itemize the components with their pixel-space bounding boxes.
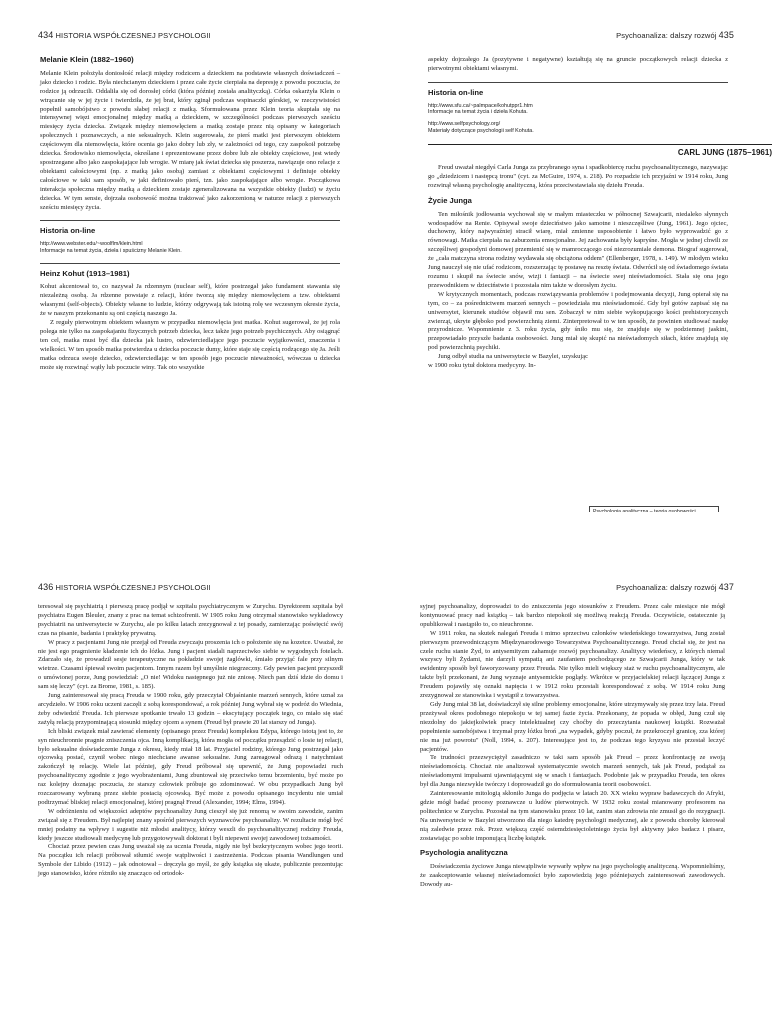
text-column: [420, 603, 725, 890]
section-heading-klein: Melanie Klein (1882–1960): [40, 55, 134, 64]
divider: [40, 220, 340, 221]
page-435: [384, 0, 772, 512]
paragraph: aspekty dojrzałego Ja (pozytywne i negatywne) kształtują się na gruncie początkowych relacji dziecka z pierwotnymi obiektami własnymi.: [428, 56, 728, 72]
page-436: [0, 512, 384, 1024]
chapter-band-title: CARL JUNG (1875–1961): [428, 144, 772, 158]
running-head-title: Psychoanaliza: dalszy rozwój: [616, 583, 717, 592]
paragraph: Jung odbył studia na uniwersytecie w Bazylei, uzyskując w 1900 roku tytuł doktora medycyny. In-: [428, 353, 588, 370]
running-head-title: HISTORIA WSPÓŁCZESNEJ PSYCHOLOGII: [55, 583, 211, 592]
running-head: [616, 30, 734, 40]
paragraph: Te trudności przezwyciężył zasadniczo w taki sam sposób jak Freud – przez konfrontację ze swoją nieświadomością. Chociaż nie analizował systematycznie swoich marzeń sennych, tak jak Freud, podążał za nieświadomymi impulsami ujawniającymi się w snach i fantazjach. Podobnie jak w przypadku Freuda, ten okres był dla Junga niezwykle twórczy i doprowadził go do sformułowania teorii osobowości.: [420, 754, 725, 789]
paragraph: Melanie Klein położyła doniosłość relacji między rodzicem a dzieckiem na podstawie własnych doświadczeń – jako dziecko i rodzic. Była niechcianym dzieckiem i przez całe życie cierpiała na depresję z powodu poczucia, że rodzice ją odrzucili. Oddaliła się od dorosłej córki (która później została analityczką). Córka oskarżyła Klein o wtrącanie się w jej życie i twierdziła, że jej brat, który zginął podczas wspinaczki górskiej, w rzeczywistości popełnił samobójstwo z powodu słabej relacji z matką. Sformułowana przez Klein teoria skupiała się na intensywnej więzi emocjonalnej między matką a dzieckiem, w szczególności podczas pierwszych sześciu miesięcy życia dziecka. Związek między niemowlęciem a matką zostaje przez nią opisany w kategoriach społecznych i poznawczych, a nie seksualnych. Klein sugerowała, że pierś matki jest pierwszym obiektem częściowym dla niemowlęcia, które ocenia go jako dobry lub zły, w zależności od tego, czy zaspokoił potrzebę dziecka. Środowisko niemowlęcia, określane i eprezentowane przez dobre lub złe obiekty częściowe, jest wtedy spostrzegane albo jako zaspokajające lub wrogie. W miarę jak świat dziecka się poszerza, nawiązuje ono relacje z obiektami całościowymi (np. z matką jako osobą) zamiast z obiektami częściowymi i definiuje obiekty całościowe w taki sam sposób, w jaki definiowało pierś, tzn. jako zaspokajające albo wrogie. Początkowa interakcja społeczna między matką a dzieckiem zostaje zgeneralizowana na wszystkie obiekty (ludzi) w życiu dziecka. W tym sensie, dojrzała osobowość można traktować jako zakorzenioną w naturze relacji z pierwszych sześciu miesięcy życia.: [40, 69, 340, 211]
text-column: [40, 56, 340, 372]
paragraph: W pracy z pacjentami Jung nie przejął od Freuda zwyczaju proszenia ich o położenie się na kozetce. Uważał, że nie jest ego pragmienie kładzenie ich do łóżka. Jung i pacjent siadali naprzeciwko siebie w wygodnych fotelach. Zdarzało się, że prowadził sesje terapeutyczne na pokładzie swojej żaglówki, śmiało przyjąć fale przy silnym wietrze. Czasami śpiewał swoim pacjentom. Innym razem był umyślnie niegrzeczny. Gdy pewien pacjent przyszedł o umówionej porze, Jung powiedział: „O nie! Widoku następnego już nie zniosę. Niech pan dziś idzie do domu i sam się leczy" (cyt. za Brome, 1981, s. 185).: [38, 638, 343, 691]
link-url[interactable]: http://www.webster.edu/~woolflm/klein.html: [40, 241, 143, 248]
link-url[interactable]: http://www.selfpsychology.org/: [428, 120, 501, 127]
paragraph: W 1911 roku, na skutek nalegań Freuda i mimo sprzeciwu członków wiedeńskiego towarzystwa, Jung został pierwszym przewodniczącym Międzynarodowego Towarzystwa Psychoanalitycznego. Freud chciał się, że jest na czele ruchu stanie Żyd, to antysemityzm zahamuje rozwój psychoanalizy. Analitycy wiedeńscy, z których niemal wszyscy byli Żydami, nie darzyli sympatią ani zaufaniem pochodzącego ze Szwajcarii Junga, który w tak ewidentny sposób był faworyzowany przez Freuda. Nie tylko mieli większy staż w ruchu psychoanalitycznym, ale także byli przekonani, że Jung wyznaje antysemickie poglądy. Wkrótce w przyjacielskiej relacji łączącej Junga z Freudem pojawiły się oznaki napięcia i w 1912 roku przestali korespondować z sobą. W 1914 roku Jung zrezygnował ze stanowiska i wystąpił z towarzystwa.: [420, 629, 725, 700]
link-description: Materiały dotyczące psychologii self Kohuta.: [428, 127, 534, 134]
paragraph: Zainteresowanie mitologią skłoniło Junga do podjęcia w latach 20. XX wieku wypraw badawczych do Afryki, gdzie mógł badać procesy poznawcze u ludów pierwotnych. W 1932 roku został mianowany profesorem na politechnice w Zurychu. Pozostał na tym stanowisku przez 10 lat, zanim stan zdrowia nie zmusił go do rezygnacji. Na uniwersytecie w Bazylei utworzono dla niego katedrę psychologii medycznej, ale z powodu choroby kierował nią zaledwie przez rok. Przez większą część osiemdziesięcioletniego życia był aktywny jako badacz i pisarz, zostawiając po sobie imponującą liczbę książek.: [420, 790, 725, 842]
paragraph: Z reguły pierwotnym obiektem własnym w przypadku niemowlęcia jest matka. Kohut sugerował, że jej rola polega nie tylko na zaspokajaniu fizycznych potrzeb dziecka, lecz także jego potrzeb psychicznych. Aby osiągnąć ten cel, matka musi być dla dziecka jak lustro, odzwierciedlające jego poczucie wyjątkowości, znaczenia i wielkości. W ten sposób matka potwierdza u dziecka poczucie dumy, które staje się częścią rodzącego się Ja. Jeśli matka odrzuca swoje dziecko, odzwierciedlając w ten sposób jego poczucie nieważności, wówczas u dziecka może się rozwinąć wątły lub poczucie winy. Tak oto wszystkie: [40, 319, 340, 371]
divider: [428, 82, 728, 83]
link-description: Informacje na temat życia i dzieła Kohuta.: [428, 109, 528, 116]
section-heading-online: Historia on-line: [40, 226, 96, 236]
page-number: 436: [38, 582, 54, 592]
paragraph: Ich bliski związek miał zawierać elementy (opisanego przez Freuda) kompleksu Edypa, którego istotą jest to, że syn nieuchronnie pragnie zniszczenia ojca. Inną komplikacją, która mogła od początku przesądzić o losie tej relacji, było seksualne doświadczenie Junga z okresu, kiedy miał 18 lat. Przyjaciel rodziny, którego Jung postrzegał jako ojcowską postać, czynił wobec niego niechciane awanse seksualne. Jung zareagował odrazą i natychmiast zakończył tę relację. Wiele lat później, gdy Freud próbował się upewnić, że Jung popowiadzi ruch psychoanalityczny zgodnie z jego wyobrażeniami, Jung zbuntował się przeciwko temu brzemieniu, być może po raz kolejny doznając poczucia, że starszy człowiek próbuje go zdominować. W obu przypadkach Jung był rozczarowany wybraną przez siebie postacią ojcowską. Być może z powodu opisanego incydentu nie umiał podtrzymać bliskiej relacji emocjonalnej, której pragnął Freud (Alexander, 1994; Elms, 1994).: [38, 727, 343, 806]
section-heading-psychology: Psychologia analityczna: [420, 848, 508, 858]
page-number: 437: [718, 582, 734, 592]
paragraph: Ten miłośnik jodłowania wychował się w małym miasteczku w północnej Szwajcarii, niedaleko słynnych wodospadów na Renie. Opisywał swoje dzieciństwo jako samotne i nieszczęśliwe (Jung, 1961). Jego ojciec, duchowny, który najwyraźniej stracił wiarę, miał zmienne usposobienie i łatwo było wyprowadzić go z równowagi. Matka cierpiała na zaburzenia emocjonalne. Jej zachowania były kapryśne. Mogła w jednej chwili ze szczęśliwej gospodyni domowej przemienić się w mamroczącego coś niezrozumiale demona. Biograf sugerował, że „cała matczyna strona rodziny wydawała się obciążona oddem" (Ellenberger, 1978, s. 149). W młodym wieku Jung nauczył się nie ufać rodzicom, rozszerzając tę postawę na resztę świata. Odwrócił się od świadomego świata rozumu i skupił na świecie snów, wizji i fantazji – na świecie swej nieświadomości. Stała się ona jego przewodnikiem w dzieciństwie i pozostała nim także w dorosłym życiu.: [428, 210, 728, 289]
section-heading-life: Życie Junga: [428, 195, 472, 205]
page-434: [0, 0, 384, 512]
paragraph: syjnej psychoanalizy, doprowadzi to do zniszczenia jego stosunków z Freudem. Przez całe miesiące nie mógł kontynuować pracy nad książką – tak bardzo niepokoił się możliwą reakcją Freuda. Oczywiście, ostatecznie ją opublikował i nastąpiło to, co nieuchronne.: [420, 603, 725, 628]
running-head: [616, 582, 734, 592]
paragraph: Freud uważał niegdyś Carla Junga za przybranego syna i spadkobiercę ruchu psychoanalitycznego, nazywając go „dziedzicem i następcą tronu" (cyt. za McGuire, 1974, s. 218). Po rozpadzie ich przyjaźni w 1914 roku, Jung rozwinął własną psychologię analityczną, która przeciwstawiała się dziełu Freuda.: [428, 164, 728, 189]
text-column: [428, 56, 772, 371]
divider: [40, 263, 340, 264]
section-heading-online: Historia on-line: [428, 87, 484, 97]
section-heading-kohut: Heinz Kohut (1913–1981): [40, 268, 130, 278]
running-head-title: Psychoanaliza: dalszy rozwój: [616, 31, 717, 40]
paragraph: Chociaż przez pewien czas Jung uważał się za ucznia Freuda, nigdy nie był bezkrytycznym wobec jego teorii. Na początku ich relacji próbował stłumić swoje wątpliwości i zastrzeżenia. Podczas pisania Wandlungen und Symbole der Libido (1912) – jak odnotował – dręczyła go myśl, że gdy książka się ukaże, publicznie prezentując jego stanowisko, które różniło się znacząco od ortodok-: [38, 843, 343, 878]
link-description: Informacje na temat życia, dzieła i spuścizny Melanie Klein.: [40, 247, 182, 254]
page-437: [384, 512, 768, 1024]
paragraph: Gdy Jung miał 38 lat, doświadczył się silne problemy emocjonalne, które utrzymywały się przez trzy lata. Freud przeżywał okres podobnego niepokoju w tej samej fazie życia. Przekonany, że popada w obłęd, Jung czuł się niezdolny do jakiejkolwiek pracy intelektualnej czy choćby do przeczytania naukowej książki. Rozważał popełnienie samobójstwa i trzymał przy łóżku broń „na wypadek, gdyby poczuł, że przekroczył granicę, zza której nie ma już powrotu" (Noll, 1994, s. 207). Interesujące jest to, że podczas tego kryzysu nie przestał leczyć pacjentów.: [420, 700, 725, 753]
paragraph: Kohut akcentował to, co nazywał Ja rdzennym (nuclear self), które postrzegał jako fundament stawania się niezależną osobą. Ja rdzenne powstaje z relacji, które tworzą się między niemowlęciem a tzw. obiektami własnymi (self-objects). Obiekty własne to ludzie, którzy odgrywają tak istotną rolę we wczesnym okresie życia, że w naszym przekonaniu są oni częścią naszego Ja.: [40, 283, 340, 318]
page-number: 434: [38, 30, 54, 40]
link-block: [428, 103, 728, 134]
link-url[interactable]: http://www.sfu.ca/~palmpace/kohutppr1.htm: [428, 102, 533, 109]
paragraph: teresował się psychiatrią i pierwszą pracę podjął w szpitalu psychiatrycznym w Zurychu. Dyrektorem szpitala był psychiatra Eugen Bleuler, znany z prac na temat schizofrenii. W 1905 roku Jung otrzymał stanowisko wykładowcy psychiatrii na uniwersytecie w Zurychu, ale po kilku latach zrezygnował z tej posady, zamierzając poświęcić swój czas na pisanie, badania i praktykę prywatną.: [38, 603, 343, 637]
paragraph: Doświadczenia życiowe Junga niewątpliwie wywarły wpływ na jego psychologię analityczną. Wspomnieliśmy, że zaakceptowanie własnej nieświadomości było zapowiedzią jego późniejszych zainteresowań zawodowych. Dowody au-: [420, 863, 725, 889]
running-head: [38, 582, 211, 592]
link-block: [40, 241, 340, 254]
running-head: [38, 30, 211, 40]
paragraph: W krytycznych momentach, podczas rozwiązywania problemów i podejmowania decyzji, Jung opierał się na tym, co – za pośrednictwem marzeń sennych – powiedziała mu nieświadomość. Gdy był gotów zapisać się na uniwersytet, kierunek studiów objawił mu sen. Zobaczył w nim siebie wykopującego kości prehistorycznych zwierząt, ukryte głęboko pod powierzchnią ziemi. Zinterpretował to w ten sposób, że powinien studiować naukę przyrodnicze. Wspomnienie z 3. roku życia, gdy śniło mu się, że znajduje się w podziemnej jaskini, przepowiadało przyszłe badania osobowości. Jung miał się skupić na nieświadomych siłach, które znajdują się pod powierzchnią psychiki.: [428, 290, 728, 352]
page-number: 435: [718, 30, 734, 40]
paragraph: Jung zainteresował się pracą Freuda w 1900 roku, gdy przeczytał Objaśnianie marzeń sennych, które uznał za arcydzieło. W 1906 roku uczeni zaczęli z sobą korespondować, a rok później Jung wybrał się w podróż do Wiednia, żeby odwiedzić Freuda. Ich pierwsze spotkanie trwało 13 godzin – ekscytujący początek tego, co miało się stać zażyłą relacją przypominającą stosunki między ojcem a synem (Freud był prawie 20 lat starszy od Junga).: [38, 692, 343, 726]
text-column: [38, 603, 343, 879]
paragraph: W odróżnieniu od większości adeptów psychoanalizy Jung cieszył się już renomą w swoim zawodzie, zanim związał się z Freudem. Był najlepiej znany spośród pierwszych wyznawców psychoanalizy. W rezultacie mógł być mniej podatny na wpływy i sugestie niż młodsi analitycy, którzy weszli do psychoanalitycznej rodziny Freuda, kiedy jeszcze studiowali medycynę lub przygotowywali doktorat i byli niepewni swojej zawodowej tożsamości.: [38, 807, 343, 842]
running-head-title: HISTORIA WSPÓŁCZESNEJ PSYCHOLOGII: [55, 31, 211, 40]
